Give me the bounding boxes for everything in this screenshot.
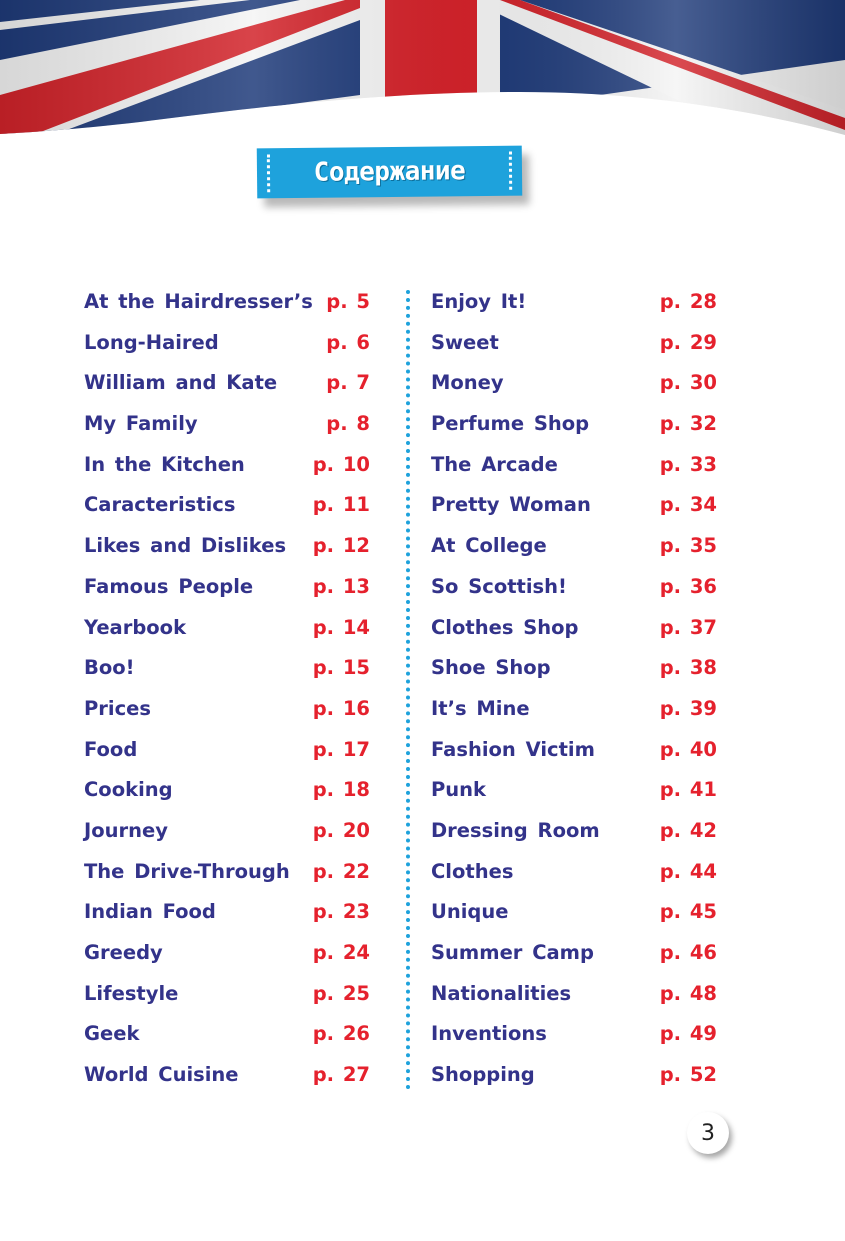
- toc-entry-title: In the Kitchen: [84, 452, 245, 476]
- toc-entry[interactable]: [431, 770, 717, 811]
- toc-entry-title: Shopping: [431, 1063, 535, 1087]
- toc-entry-title: Long-Haired: [84, 330, 219, 354]
- page-number: 3: [687, 1112, 729, 1154]
- toc-entry-title: Greedy: [84, 941, 163, 964]
- toc-entry-page: p. 12: [312, 534, 370, 558]
- toc-entry-title: Shoe Shop: [431, 656, 551, 680]
- toc-entry[interactable]: [431, 363, 717, 404]
- toc-entry[interactable]: [84, 608, 370, 649]
- toc-entry[interactable]: [431, 282, 717, 323]
- toc-entry-page: p. 32: [659, 412, 717, 436]
- toc-entry-title: World Cuisine: [84, 1063, 239, 1087]
- contents-column-left: [84, 282, 370, 1096]
- toc-entry-title: Unique: [431, 900, 509, 924]
- toc-entry-page: p. 38: [659, 656, 717, 680]
- toc-entry[interactable]: [84, 933, 370, 974]
- toc-entry[interactable]: [431, 852, 717, 893]
- toc-entry-page: p. 23: [312, 900, 370, 924]
- toc-entry-page: p. 24: [312, 941, 370, 964]
- toc-entry-title: Clothes Shop: [431, 615, 579, 639]
- toc-entry-title: Cooking: [84, 778, 173, 802]
- toc-entry[interactable]: [431, 445, 717, 486]
- page-title: Содержание: [313, 156, 466, 188]
- toc-entry[interactable]: [84, 648, 370, 689]
- toc-entry[interactable]: [431, 689, 717, 730]
- toc-entry-title: Punk: [431, 778, 487, 802]
- toc-entry-page: p. 48: [659, 981, 717, 1005]
- toc-entry-title: Inventions: [431, 1022, 547, 1046]
- dotted-border-left: [267, 154, 270, 192]
- toc-entry-page: p. 46: [659, 941, 717, 964]
- toc-entry-title: The Drive-Through: [84, 859, 290, 883]
- toc-entry-title: Caracteristics: [84, 493, 236, 517]
- toc-entry-title: Clothes: [431, 859, 514, 883]
- toc-entry[interactable]: [84, 282, 370, 323]
- toc-entry-title: At College: [431, 534, 547, 558]
- toc-entry-page: p. 49: [659, 1022, 717, 1046]
- dotted-border-right: [509, 152, 512, 190]
- toc-entry[interactable]: [431, 567, 717, 608]
- toc-entry[interactable]: [84, 1014, 370, 1055]
- toc-entry[interactable]: [431, 1055, 717, 1096]
- toc-entry-page: p. 10: [312, 452, 370, 476]
- toc-entry-title: Summer Camp: [431, 941, 594, 964]
- toc-entry[interactable]: [84, 892, 370, 933]
- toc-entry-title: William and Kate: [84, 371, 278, 395]
- toc-entry-title: Famous People: [84, 574, 254, 598]
- toc-entry-title: Enjoy It!: [431, 290, 527, 313]
- toc-entry-page: p. 36: [659, 574, 717, 598]
- toc-entry[interactable]: [84, 730, 370, 771]
- toc-entry-page: p. 7: [326, 371, 370, 395]
- toc-entry[interactable]: [84, 323, 370, 364]
- toc-entry-title: Nationalities: [431, 981, 572, 1005]
- toc-entry-title: The Arcade: [431, 452, 558, 476]
- toc-entry-title: Indian Food: [84, 900, 216, 924]
- toc-entry[interactable]: [431, 648, 717, 689]
- toc-entry-title: It’s Mine: [431, 696, 530, 720]
- toc-entry[interactable]: [84, 974, 370, 1015]
- toc-entry-page: p. 13: [312, 574, 370, 598]
- toc-entry-title: Perfume Shop: [431, 412, 590, 436]
- toc-entry-page: p. 11: [312, 493, 370, 517]
- toc-entry-page: p. 28: [659, 290, 717, 313]
- toc-entry[interactable]: [431, 608, 717, 649]
- toc-entry-title: Sweet: [431, 330, 499, 354]
- toc-entry-title: Food: [84, 737, 138, 761]
- toc-entry[interactable]: [84, 567, 370, 608]
- toc-entry-title: Money: [431, 371, 504, 395]
- contents-title-badge: [257, 146, 523, 199]
- toc-entry[interactable]: [84, 770, 370, 811]
- toc-entry-page: p. 14: [312, 615, 370, 639]
- toc-entry-page: p. 26: [312, 1022, 370, 1046]
- toc-entry-title: Journey: [84, 818, 168, 842]
- toc-entry[interactable]: [431, 892, 717, 933]
- toc-entry-page: p. 15: [312, 656, 370, 680]
- toc-entry-page: p. 29: [659, 330, 717, 354]
- toc-entry[interactable]: [84, 1055, 370, 1096]
- toc-entry-page: p. 45: [659, 900, 717, 924]
- toc-entry[interactable]: [431, 730, 717, 771]
- toc-entry-title: Prices: [84, 696, 151, 720]
- toc-entry-page: p. 40: [659, 737, 717, 761]
- toc-entry[interactable]: [431, 323, 717, 364]
- toc-entry-page: p. 44: [659, 859, 717, 883]
- toc-entry[interactable]: [431, 526, 717, 567]
- toc-entry[interactable]: [84, 852, 370, 893]
- toc-entry[interactable]: [431, 933, 717, 974]
- toc-entry-title: My Family: [84, 412, 198, 436]
- toc-entry[interactable]: [84, 363, 370, 404]
- toc-entry-title: Lifestyle: [84, 981, 179, 1005]
- toc-entry[interactable]: [84, 811, 370, 852]
- toc-entry-page: p. 42: [659, 818, 717, 842]
- toc-entry-title: Geek: [84, 1022, 140, 1046]
- toc-entry-page: p. 6: [326, 330, 370, 354]
- toc-entry-page: p. 27: [312, 1063, 370, 1087]
- toc-entry-title: Dressing Room: [431, 818, 600, 842]
- column-divider: [406, 290, 410, 1090]
- toc-entry-page: p. 18: [312, 778, 370, 802]
- toc-entry-title: Fashion Victim: [431, 737, 595, 761]
- toc-entry-page: p. 25: [312, 981, 370, 1005]
- toc-entry-page: p. 17: [312, 737, 370, 761]
- toc-entry-title: Pretty Woman: [431, 493, 591, 517]
- toc-entry-page: p. 35: [659, 534, 717, 558]
- toc-entry-page: p. 20: [312, 818, 370, 842]
- toc-entry[interactable]: [431, 1014, 717, 1055]
- toc-entry[interactable]: [431, 974, 717, 1015]
- toc-entry-page: p. 52: [659, 1063, 717, 1087]
- toc-entry[interactable]: [84, 485, 370, 526]
- toc-entry[interactable]: [431, 404, 717, 445]
- toc-entry-page: p. 8: [326, 412, 370, 436]
- toc-entry-page: p. 16: [312, 696, 370, 720]
- toc-entry[interactable]: [84, 689, 370, 730]
- toc-entry-page: p. 37: [659, 615, 717, 639]
- toc-entry-page: p. 30: [659, 371, 717, 395]
- toc-entry-title: Likes and Dislikes: [84, 534, 287, 558]
- union-jack-banner: [0, 0, 845, 160]
- contents-column-right: [431, 282, 717, 1096]
- toc-entry-page: p. 5: [326, 290, 370, 313]
- toc-entry[interactable]: [431, 485, 717, 526]
- toc-entry-page: p. 33: [659, 452, 717, 476]
- toc-entry-page: p. 41: [659, 778, 717, 802]
- toc-entry-title: So Scottish!: [431, 574, 567, 598]
- toc-entry-title: At the Hairdresser’s: [84, 290, 313, 313]
- toc-entry[interactable]: [84, 445, 370, 486]
- toc-entry-title: Boo!: [84, 656, 135, 680]
- toc-entry[interactable]: [84, 526, 370, 567]
- toc-entry-title: Yearbook: [84, 615, 187, 639]
- toc-entry-page: p. 39: [659, 696, 717, 720]
- toc-entry-page: p. 34: [659, 493, 717, 517]
- toc-entry-page: p. 22: [312, 859, 370, 883]
- toc-entry[interactable]: [431, 811, 717, 852]
- toc-entry[interactable]: [84, 404, 370, 445]
